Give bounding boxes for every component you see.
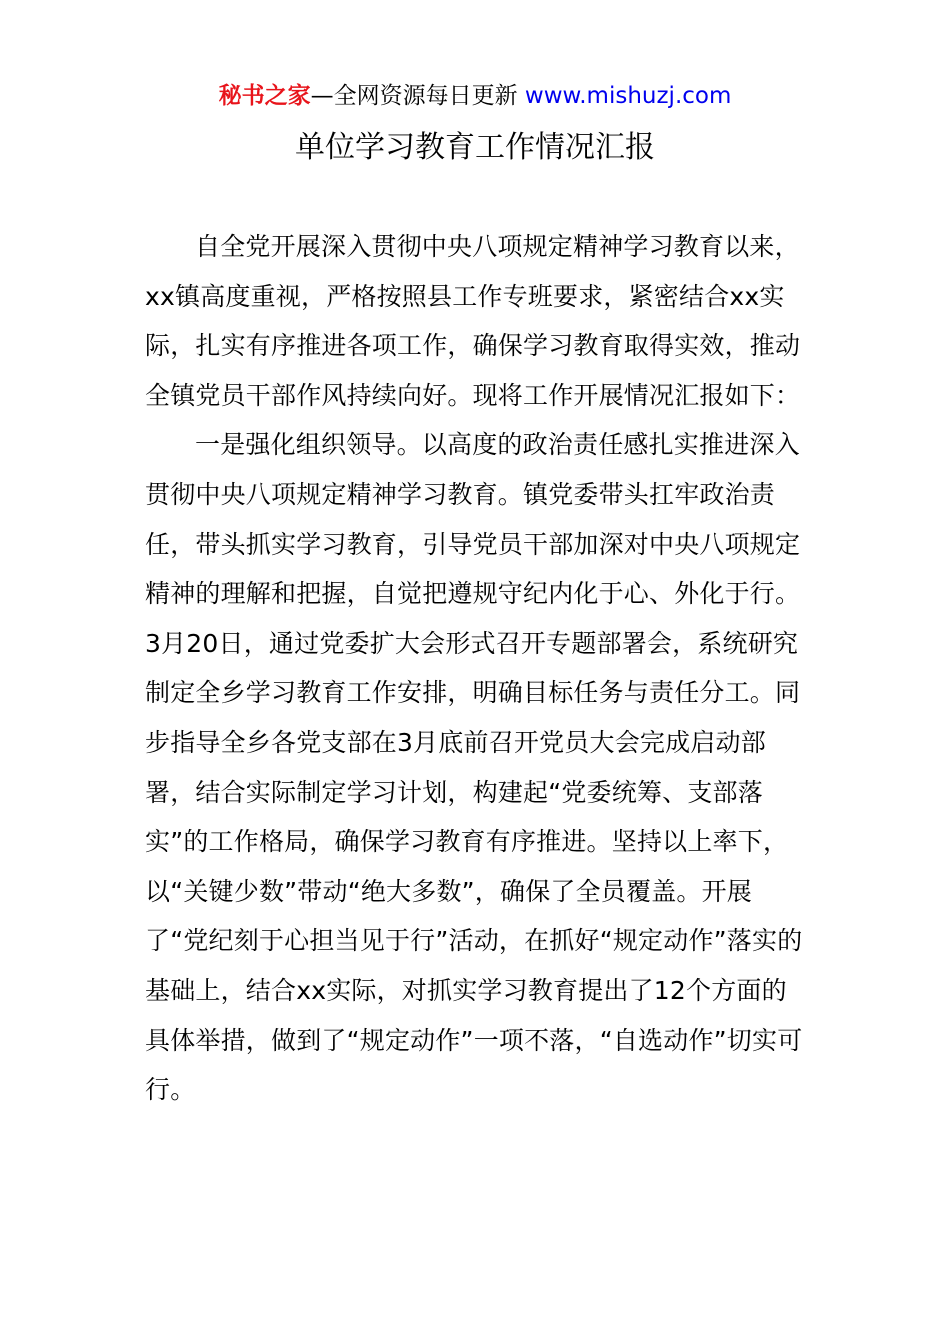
document-title: 单位学习教育工作情况汇报: [295, 130, 655, 165]
site-header: [0, 80, 950, 112]
site-url-link[interactable]: www.mishuzj.com: [524, 83, 732, 109]
site-tagline: —全网资源每日更新: [310, 83, 525, 109]
document-body: [145, 222, 805, 1115]
paragraph-organization: 一是强化组织领导。以高度的政治责任感扎实推进深入贯彻中央八项规定精神学习教育。镇党委带头扛牢政治责任，带头抓实学习教育，引导党员干部加深对中央八项规定精神的理解和把握，自觉把遵规守纪内化于心、外化于行。3月20日，通过党委扩大会形式召开专题部署会，系统研究制定全乡学习教育工作安排，明确目标任务与责任分工。同步指导全乡各党支部在3月底前召开党员大会完成启动部署，结合实际制定学习计划，构建起“党委统筹、支部落实”的工作格局，确保学习教育有序推进。坚持以上率下，以“关键少数”带动“绝大多数”，确保了全员覆盖。开展了“党纪刻于心担当见于行”活动，在抓好“规定动作”落实的基础上，结合xx实际，对抓实学习教育提出了12个方面的具体举措，做到了“规定动作”一项不落，“自选动作”切实可行。: [145, 430, 803, 1105]
paragraph-intro: 自全党开展深入贯彻中央八项规定精神学习教育以来，xx镇高度重视，严格按照县工作专班要求，紧密结合xx实际，扎实有序推进各项工作，确保学习教育取得实效，推动全镇党员干部作风持续向好。现将工作开展情况汇报如下：: [145, 232, 801, 410]
site-brand: 秘书之家: [218, 83, 311, 109]
